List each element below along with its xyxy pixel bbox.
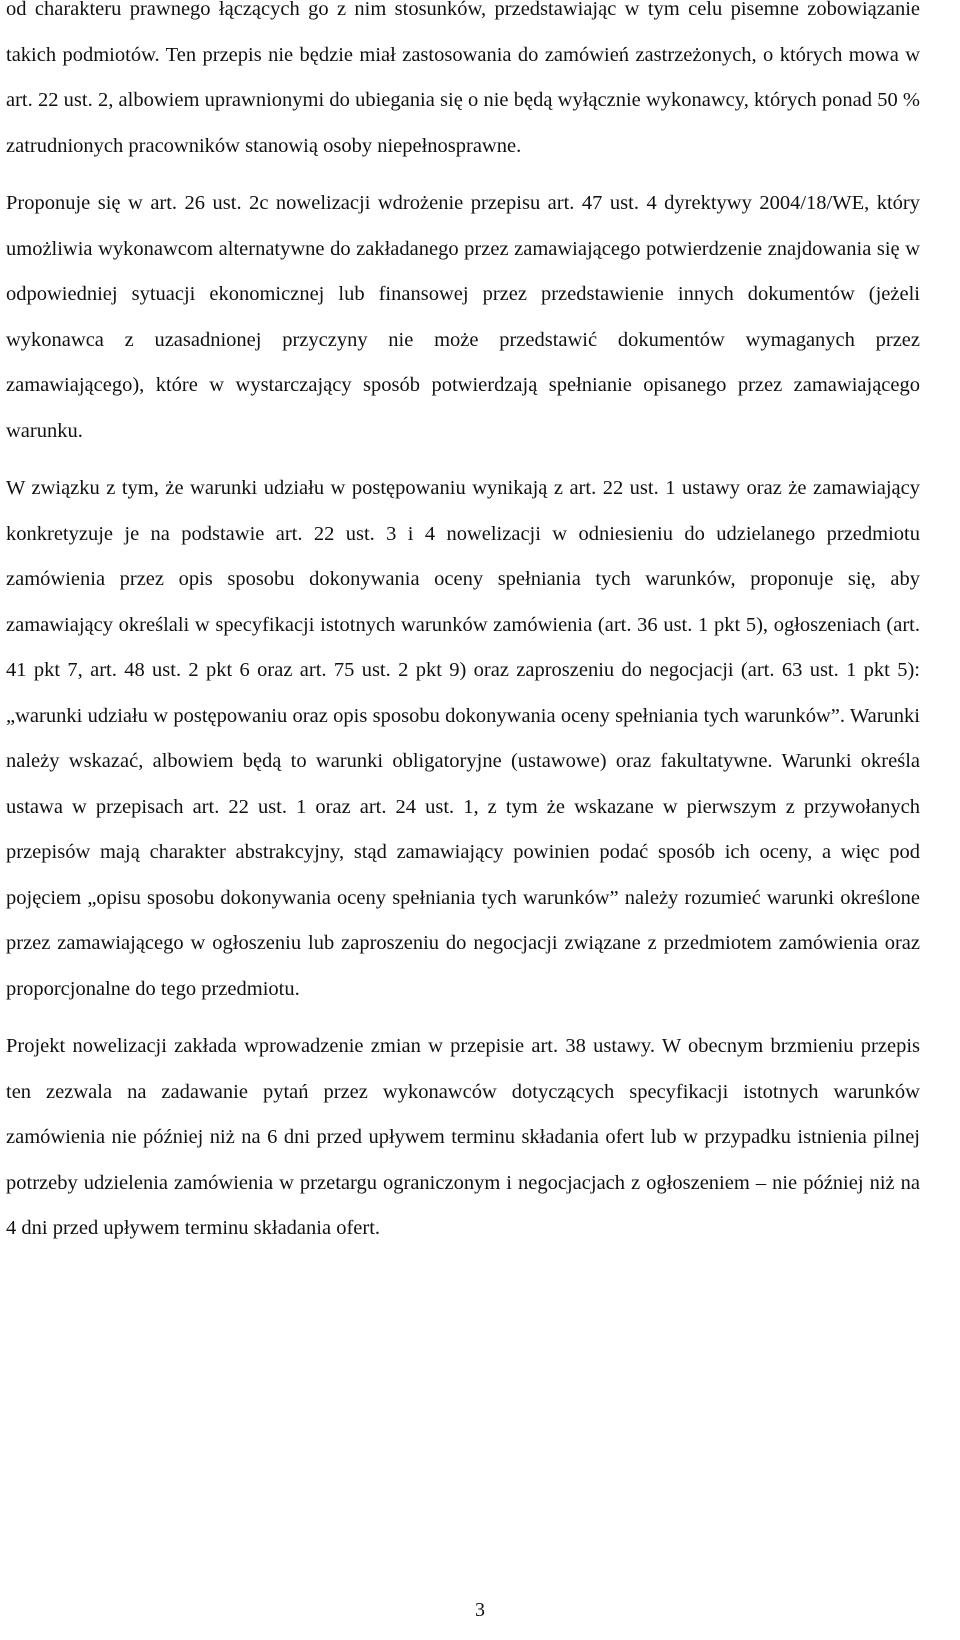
paragraph-3: W związku z tym, że warunki udziału w postępowaniu wynikają z art. 22 ust. 1 ustawy oraz że zamawiający konkretyzuje je na podstawie art. 22 ust. 3 i 4 nowelizacji w odniesieniu do udzielanego przedmiotu zamówienia przez opis sposobu dokonywania oceny spełniania tych warunków, proponuje się, aby zamawiający określali w specyfikacji istotnych warunków zamówienia (art. 36 ust. 1 pkt 5), ogłoszeniach (art. 41 pkt 7, art. 48 ust. 2 pkt 6 oraz art. 75 ust. 2 pkt 9) oraz zaproszeniu do negocjacji (art. 63 ust. 1 pkt 5): „warunki udziału w postępowaniu oraz opis sposobu dokonywania oceny spełniania tych warunków”. Warunki należy wskazać, albowiem będą to warunki obligatoryjne (ustawowe) oraz fakultatywne. Warunki określa ustawa w przepisach art. 22 ust. 1 oraz art. 24 ust. 1, z tym że wskazane w pierwszym z przywołanych przepisów mają charakter abstrakcyjny, stąd zamawiający powinien podać sposób ich oceny, a więc pod pojęciem „opisu sposobu dokonywania oceny spełniania tych warunków” należy rozumieć warunki określone przez zamawiającego w ogłoszeniu lub zaproszeniu do negocjacji związane z przedmiotem zamówienia oraz proporcjonalne do tego przedmiotu. <box>6 477 920 1000</box>
page-number: 3 <box>475 1599 485 1621</box>
paragraph-2: Proponuje się w art. 26 ust. 2c nowelizacji wdrożenie przepisu art. 47 ust. 4 dyrektywy 2004/18/WE, który umożliwia wykonawcom alternatywne do zakładanego przez zamawiającego potwierdzenie znajdowania się w odpowiedniej sytuacji ekonomicznej lub finansowej przez przedstawienie innych dokumentów (jeżeli wykonawca z uzasadnionej przyczyny nie może przedstawić dokumentów wymaganych przez zamawiającego), które w wystarczający sposób potwierdzają spełnianie opisanego przez zamawiającego warunku. <box>6 192 920 442</box>
paragraph-4: Projekt nowelizacji zakłada wprowadzenie zmian w przepisie art. 38 ustawy. W obecnym brzmieniu przepis ten zezwala na zadawanie pytań przez wykonawców dotyczących specyfikacji istotnych warunków zamówienia nie później niż na 6 dni przed upływem terminu składania ofert lub w przypadku istnienia pilnej potrzeby udzielenia zamówienia w przetargu ograniczonym i negocjacjach z ogłoszeniem – nie później niż na 4 dni przed upływem terminu składania ofert. <box>6 1035 920 1239</box>
paragraph-1: od charakteru prawnego łączących go z nim stosunków, przedstawiając w tym celu pisemne zobowiązanie takich podmiotów. Ten przepis nie będzie miał zastosowania do zamówień zastrzeżonych, o których mowa w art. 22 ust. 2, albowiem uprawnionymi do ubiegania się o nie będą wyłącznie wykonawcy, których ponad 50 % zatrudnionych pracowników stanowią osoby niepełnosprawne. <box>6 0 920 157</box>
